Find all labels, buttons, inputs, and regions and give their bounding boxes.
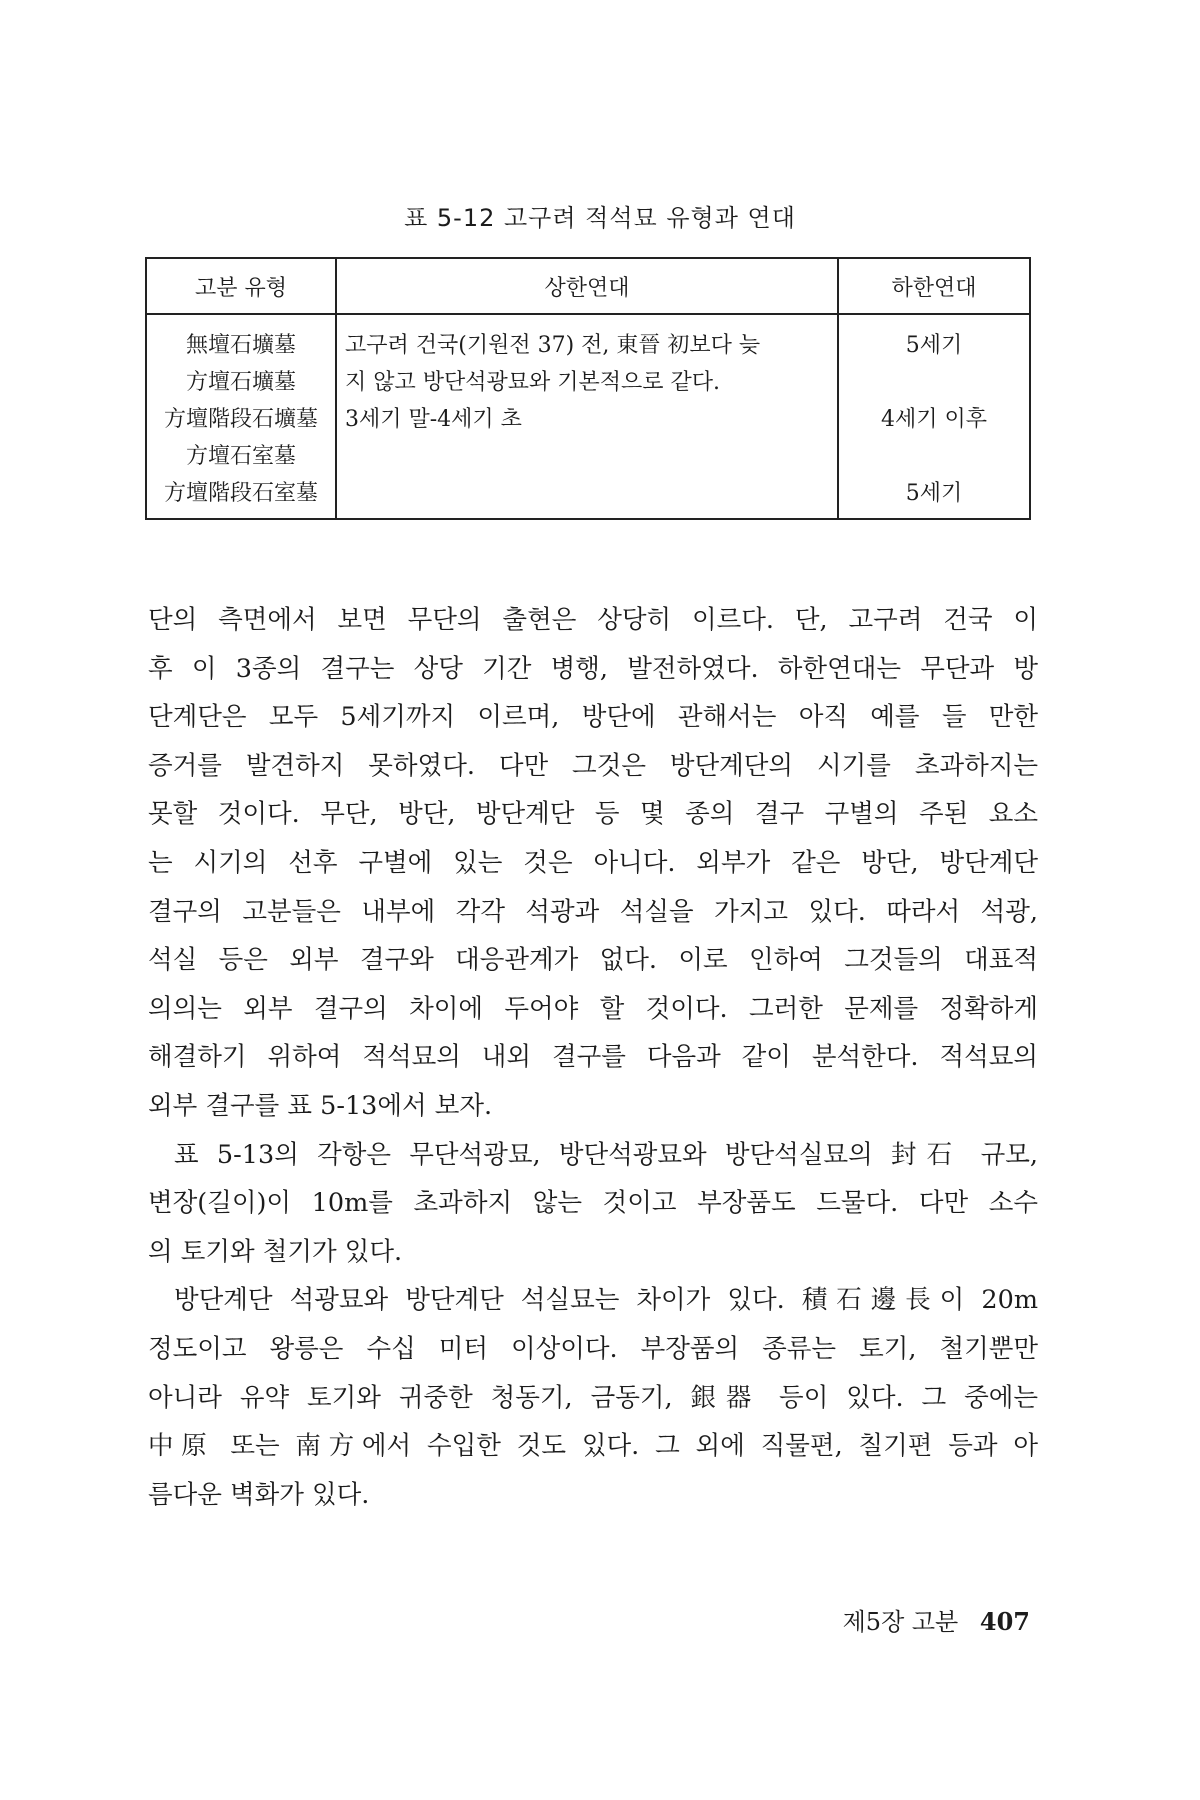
lower-date-cell [838,314,1030,519]
paragraph-line: 는 시기의 선후 구별에 있는 것은 아니다. 외부가 같은 방단, 방단계단 [148,847,1038,878]
tomb-type: 方壇石室墓 [185,444,296,469]
page-number: 407 [979,1607,1030,1636]
paragraph-line: 석실 등은 외부 결구와 대응관계가 없다. 이로 인하여 그것들의 대표적 [148,945,1038,976]
paragraph-line: 증거를 발견하지 못하였다. 다만 그것은 방단계단의 시기를 초과하지는 [148,750,1038,781]
tomb-type: 無壇石壙墓 [185,333,296,358]
paragraph-line: 방단계단 석광묘와 방단계단 석실묘는 차이가 있다. 積石邊長이 20m [174,1285,1038,1316]
header-upper-date: 상한연대 [336,258,838,314]
table-header-row [146,258,1030,314]
table-caption: 표 5-12 고구려 적석묘 유형과 연대 [404,204,796,232]
upper-date-line: 지 않고 방단석광묘와 기본적으로 같다. [345,370,720,395]
lower-date [839,438,1029,475]
lower-date [839,364,1029,401]
paragraph-line: 후 이 3종의 결구는 상당 기간 병행, 발전하였다. 하한연대는 무단과 방 [148,653,1038,684]
paragraph-line: 못할 것이다. 무단, 방단, 방단계단 등 몇 종의 결구 구별의 주된 요소 [148,799,1038,830]
tomb-type: 方壇階段石室墓 [163,481,318,506]
paragraph-line: 정도이고 왕릉은 수십 미터 이상이다. 부장품의 종류는 토기, 철기뿐만 [148,1333,1038,1364]
tomb-type: 方壇石壙墓 [185,370,296,395]
upper-date-cell [336,314,838,519]
table-body-row [146,314,1030,519]
tomb-type: 方壇階段石壙墓 [163,407,318,432]
paragraph-line: 단의 측면에서 보면 무단의 출현은 상당히 이르다. 단, 고구려 건국 이 [148,605,1038,635]
paragraph-line: 의의는 외부 결구의 차이에 두어야 할 것이다. 그러한 문제를 정확하게 [148,993,1038,1024]
tomb-type-cell [146,314,336,519]
body-text [148,596,1038,1519]
upper-date-line: 3세기 말-4세기 초 [345,407,522,432]
paragraph-line: 변장(길이)이 10m를 초과하지 않는 것이고 부장품도 드물다. 다만 소수 [148,1188,1038,1219]
paragraph-line: 아니라 유약 토기와 귀중한 청동기, 금동기, 銀器 등이 있다. 그 중에는 [148,1382,1038,1413]
upper-date-line: 고구려 건국(기원전 37) 전, 東晉 初보다 늦 [345,333,761,358]
paragraph-line: 외부 결구를 표 5-13에서 보자. [148,1090,493,1121]
header-tomb-type: 고분 유형 [146,258,336,314]
header-lower-date: 하한연대 [838,258,1030,314]
lower-date: 4세기 이후 [881,407,987,432]
chapter-title: 제5장 고분 [842,1608,959,1636]
page-footer [790,1602,1030,1637]
paragraph-line: 결구의 고분들은 내부에 각각 석광과 석실을 가지고 있다. 따라서 석광, [148,896,1038,927]
paragraph-line: 단계단은 모두 5세기까지 이르며, 방단에 관해서는 아직 예를 들 만한 [148,702,1038,733]
paragraph-line: 해결하기 위하여 적석묘의 내외 결구를 다음과 같이 분석한다. 적석묘의 [148,1042,1038,1073]
paragraph-line: 표 5-13의 각항은 무단석광묘, 방단석광묘와 방단석실묘의 封石 규모, [174,1139,1038,1170]
paragraph-line: 中原 또는 南方에서 수입한 것도 있다. 그 외에 직물편, 칠기편 등과 아 [148,1431,1038,1462]
paragraph-line: 름다운 벽화가 있다. [148,1479,370,1510]
lower-date: 5세기 [905,333,963,358]
tomb-type-table [145,257,1031,520]
paragraph-line: 의 토기와 철기가 있다. [148,1236,403,1267]
lower-date: 5세기 [905,481,963,506]
